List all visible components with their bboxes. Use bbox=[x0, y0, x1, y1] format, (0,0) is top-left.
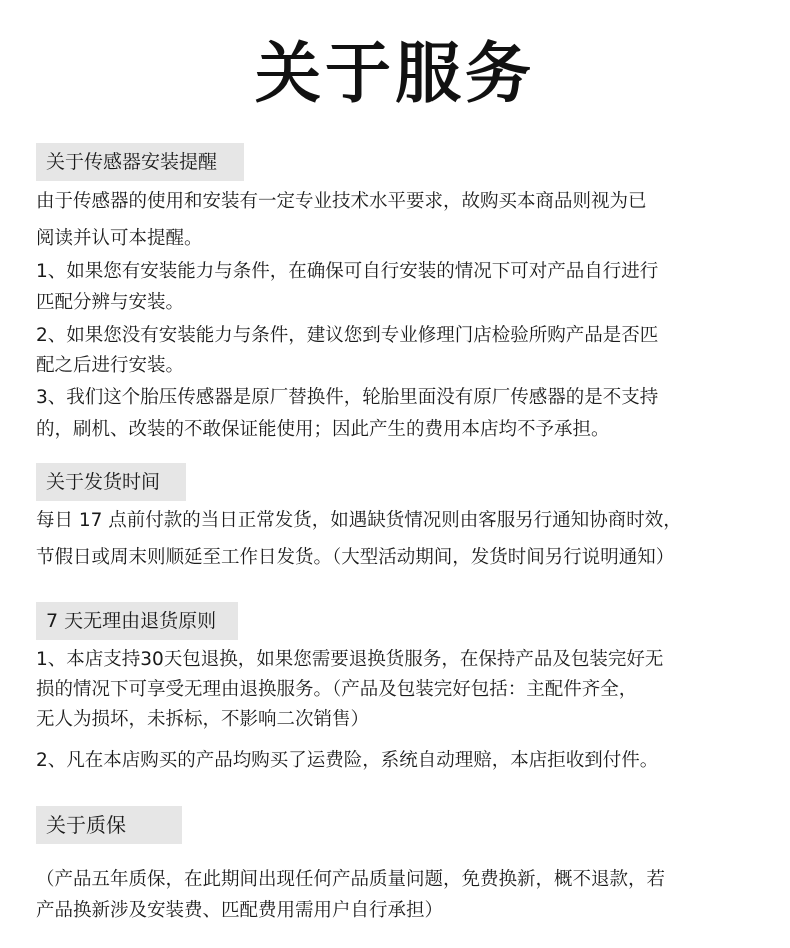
text-line: 1、本店支持30天包退换，如果您需要退换货服务，在保持产品及包装完好无 bbox=[36, 649, 664, 670]
page-title: 关于服务 bbox=[255, 35, 535, 112]
text-line: 3、我们这个胎压传感器是原厂替换件，轮胎里面没有原厂传感器的是不支持 bbox=[36, 387, 659, 408]
text-line: 配之后进行安装。 bbox=[36, 355, 185, 376]
text-line: 2、凡在本店购买的产品均购买了运费险，系统自动理赔，本店拒收到付件。 bbox=[36, 750, 659, 771]
text-line: 产品换新涉及安装费、匹配费用需用户自行承担） bbox=[36, 900, 444, 921]
text-line: 损的情况下可享受无理由退换服务。（产品及包装完好包括：主配件齐全， bbox=[36, 679, 638, 700]
text-line: 2、如果您没有安装能力与条件，建议您到专业修理门店检验所购产品是否匹 bbox=[36, 325, 659, 346]
text-line: 无人为损坏，未拆标，不影响二次销售） bbox=[36, 709, 370, 730]
text-line: 匹配分辨与安装。 bbox=[36, 292, 185, 313]
text-line: 的，刷机、改装的不敢保证能使用；因此产生的费用本店均不予承担。 bbox=[36, 419, 610, 440]
section-header-sensor-install: 关于传感器安装提醒 bbox=[36, 143, 244, 181]
text-line: 节假日或周末则顺延至工作日发货。（大型活动期间，发货时间另行说明通知） bbox=[36, 547, 675, 568]
text-line: 1、如果您有安装能力与条件，在确保可自行安装的情况下可对产品自行进行 bbox=[36, 261, 659, 282]
text-line: 每日 17 点前付款的当日正常发货，如遇缺货情况则由客服另行通知协商时效， bbox=[36, 510, 682, 531]
text-line: 由于传感器的使用和安装有一定专业技术水平要求，故购买本商品则视为已 bbox=[36, 191, 647, 212]
text-line: （产品五年质保，在此期间出现任何产品质量问题，免费换新，概不退款，若 bbox=[36, 869, 666, 890]
section-header-warranty: 关于质保 bbox=[36, 806, 182, 844]
text-line: 阅读并认可本提醒。 bbox=[36, 228, 203, 249]
section-header-return-policy: 7 天无理由退货原则 bbox=[36, 602, 238, 640]
section-header-shipping-time: 关于发货时间 bbox=[36, 463, 186, 501]
